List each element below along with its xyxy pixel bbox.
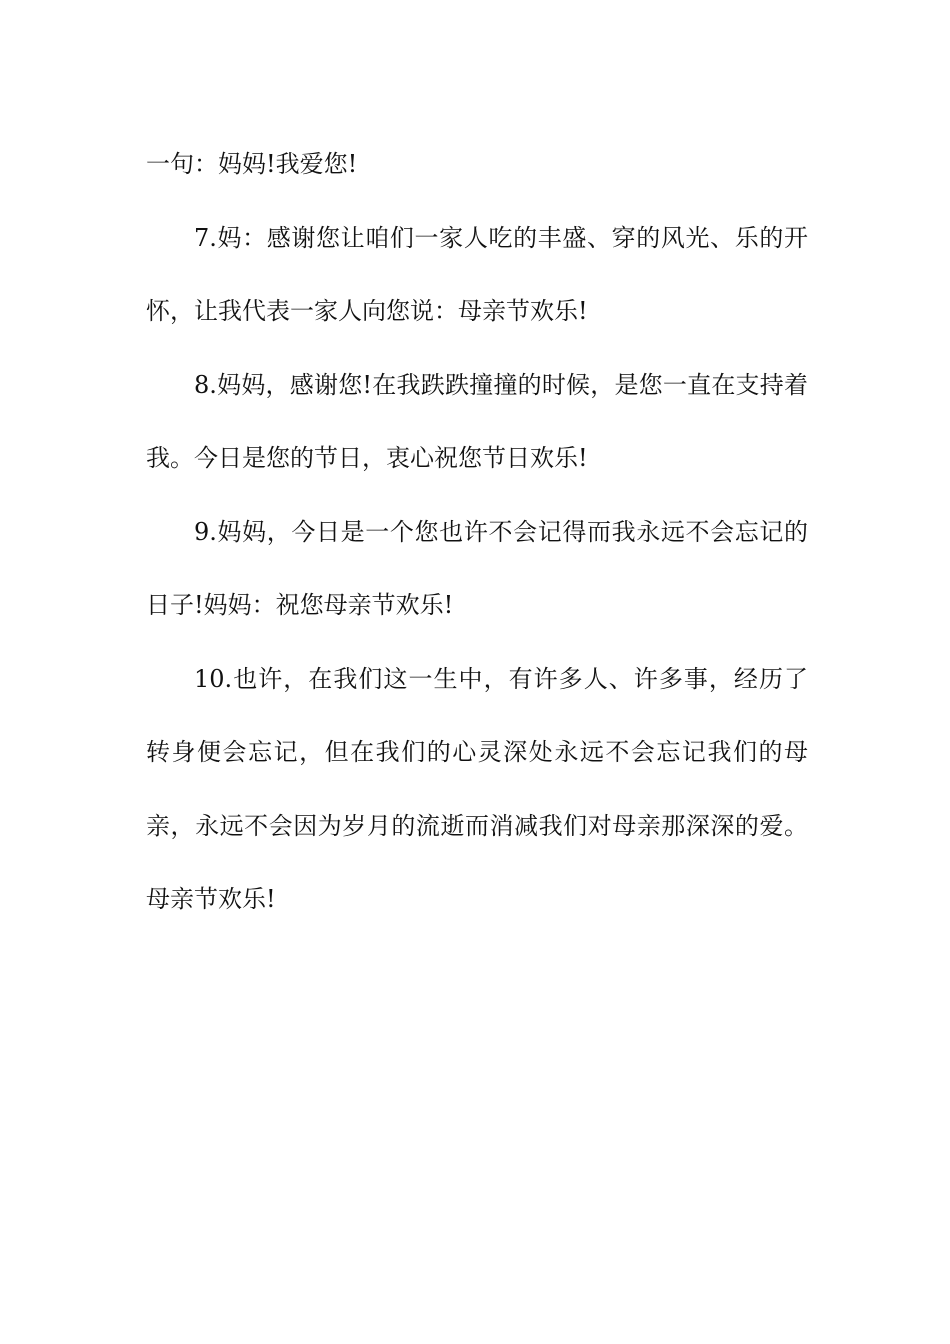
paragraph-item-9: 9.妈妈，今日是一个您也许不会记得而我永远不会忘记的日子!妈妈：祝您母亲节欢乐!: [146, 517, 808, 619]
paragraph-item-8: 8.妈妈，感谢您!在我跌跌撞撞的时候，是您一直在支持着我。今日是您的节日，衷心祝您节日欢乐!: [146, 370, 808, 472]
paragraph-item-7: 7.妈：感谢您让咱们一家人吃的丰盛、穿的风光、乐的开怀，让我代表一家人向您说：母亲节欢乐!: [146, 223, 808, 325]
paragraph-continuation: 一句：妈妈!我爱您!: [146, 150, 358, 178]
paragraph-item-10: 10.也许，在我们这一生中，有许多人、许多事，经历了转身便会忘记，但在我们的心灵深处永远不会忘记我们的母亲，永远不会因为岁月的流逝而消减我们对母亲那深深的爱。母亲节欢乐!: [146, 664, 808, 913]
document-body: [146, 128, 808, 937]
